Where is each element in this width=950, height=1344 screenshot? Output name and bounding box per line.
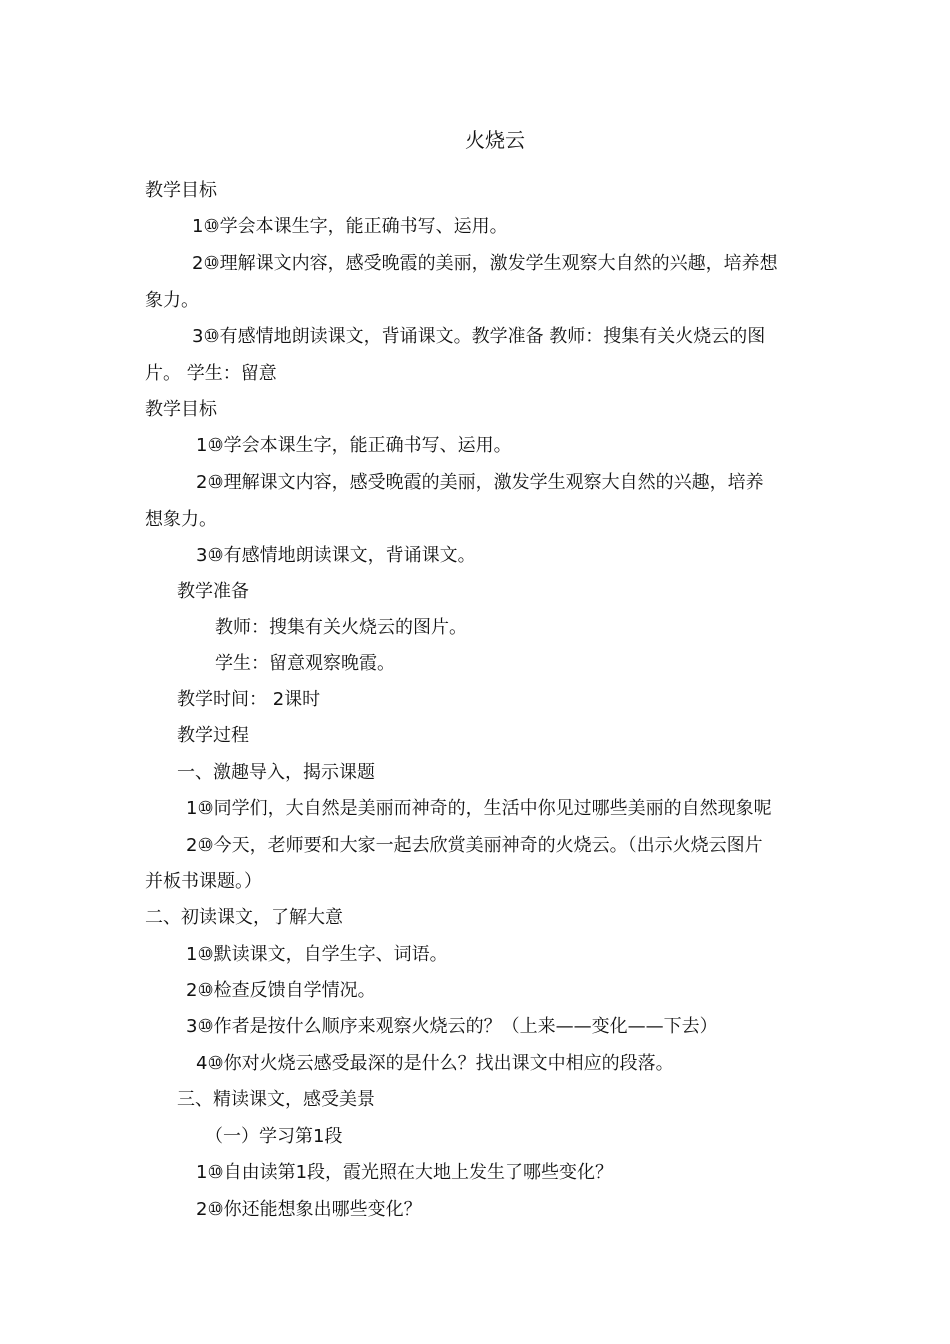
- step-2-item-4: 4⑩你对火烧云感受最深的是什么？找出课文中相应的段落。: [196, 1053, 674, 1074]
- goal-repeat-item-2: 2⑩理解课文内容，感受晚霞的美丽，激发学生观察大自然的兴趣，培养: [196, 472, 764, 493]
- preparation-student: 学生：留意观察晚霞。: [215, 653, 395, 674]
- step-3-item-2: 2⑩你还能想象出哪些变化？: [196, 1199, 422, 1220]
- goal-item-2: 2⑩理解课文内容，感受晚霞的美丽，激发学生观察大自然的兴趣，培养想: [192, 253, 778, 274]
- step-3-subheading-1: （一）学习第1段: [205, 1126, 343, 1147]
- teaching-time: 教学时间： 2课时: [177, 689, 321, 710]
- goal-repeat-item-1: 1⑩学会本课生字，能正确书写、运用。: [196, 435, 512, 456]
- step-2-heading: 二、初读课文，了解大意: [145, 907, 343, 928]
- step-1-item-1: 1⑩同学们，大自然是美丽而神奇的，生活中你见过哪些美丽的自然现象呢: [186, 798, 772, 819]
- step-1-item-2: 2⑩今天，老师要和大家一起去欣赏美丽神奇的火烧云。（出示火烧云图片: [186, 835, 763, 856]
- step-3-heading: 三、精读课文，感受美景: [177, 1089, 375, 1110]
- step-1-heading: 一、激趣导入，揭示课题: [177, 762, 375, 783]
- section-heading-preparation: 教学准备: [177, 581, 249, 602]
- goal-item-3: 3⑩有感情地朗读课文，背诵课文。教学准备 教师：搜集有关火烧云的图: [192, 326, 766, 347]
- section-heading-process: 教学过程: [177, 725, 249, 746]
- document-title: 火烧云: [465, 128, 525, 152]
- section-heading-teaching-goals: 教学目标: [145, 180, 217, 201]
- goal-item-3-continued: 片。 学生：留意: [145, 363, 277, 384]
- preparation-teacher: 教师：搜集有关火烧云的图片。: [215, 617, 467, 638]
- goal-repeat-item-3: 3⑩有感情地朗读课文，背诵课文。: [196, 545, 476, 566]
- step-2-item-1: 1⑩默读课文，自学生字、词语。: [186, 944, 448, 965]
- goal-repeat-item-2-continued: 想象力。: [145, 509, 217, 530]
- goal-item-2-continued: 象力。: [145, 290, 199, 311]
- step-2-item-3: 3⑩作者是按什么顺序来观察火烧云的？（上来——变化——下去）: [186, 1016, 718, 1037]
- section-heading-teaching-goals-repeat: 教学目标: [145, 399, 217, 420]
- step-1-item-2-continued: 并板书课题。）: [145, 871, 262, 892]
- goal-item-1: 1⑩学会本课生字，能正确书写、运用。: [192, 216, 508, 237]
- step-3-item-1: 1⑩自由读第1段，霞光照在大地上发生了哪些变化？: [196, 1162, 614, 1183]
- step-2-item-2: 2⑩检查反馈自学情况。: [186, 980, 376, 1001]
